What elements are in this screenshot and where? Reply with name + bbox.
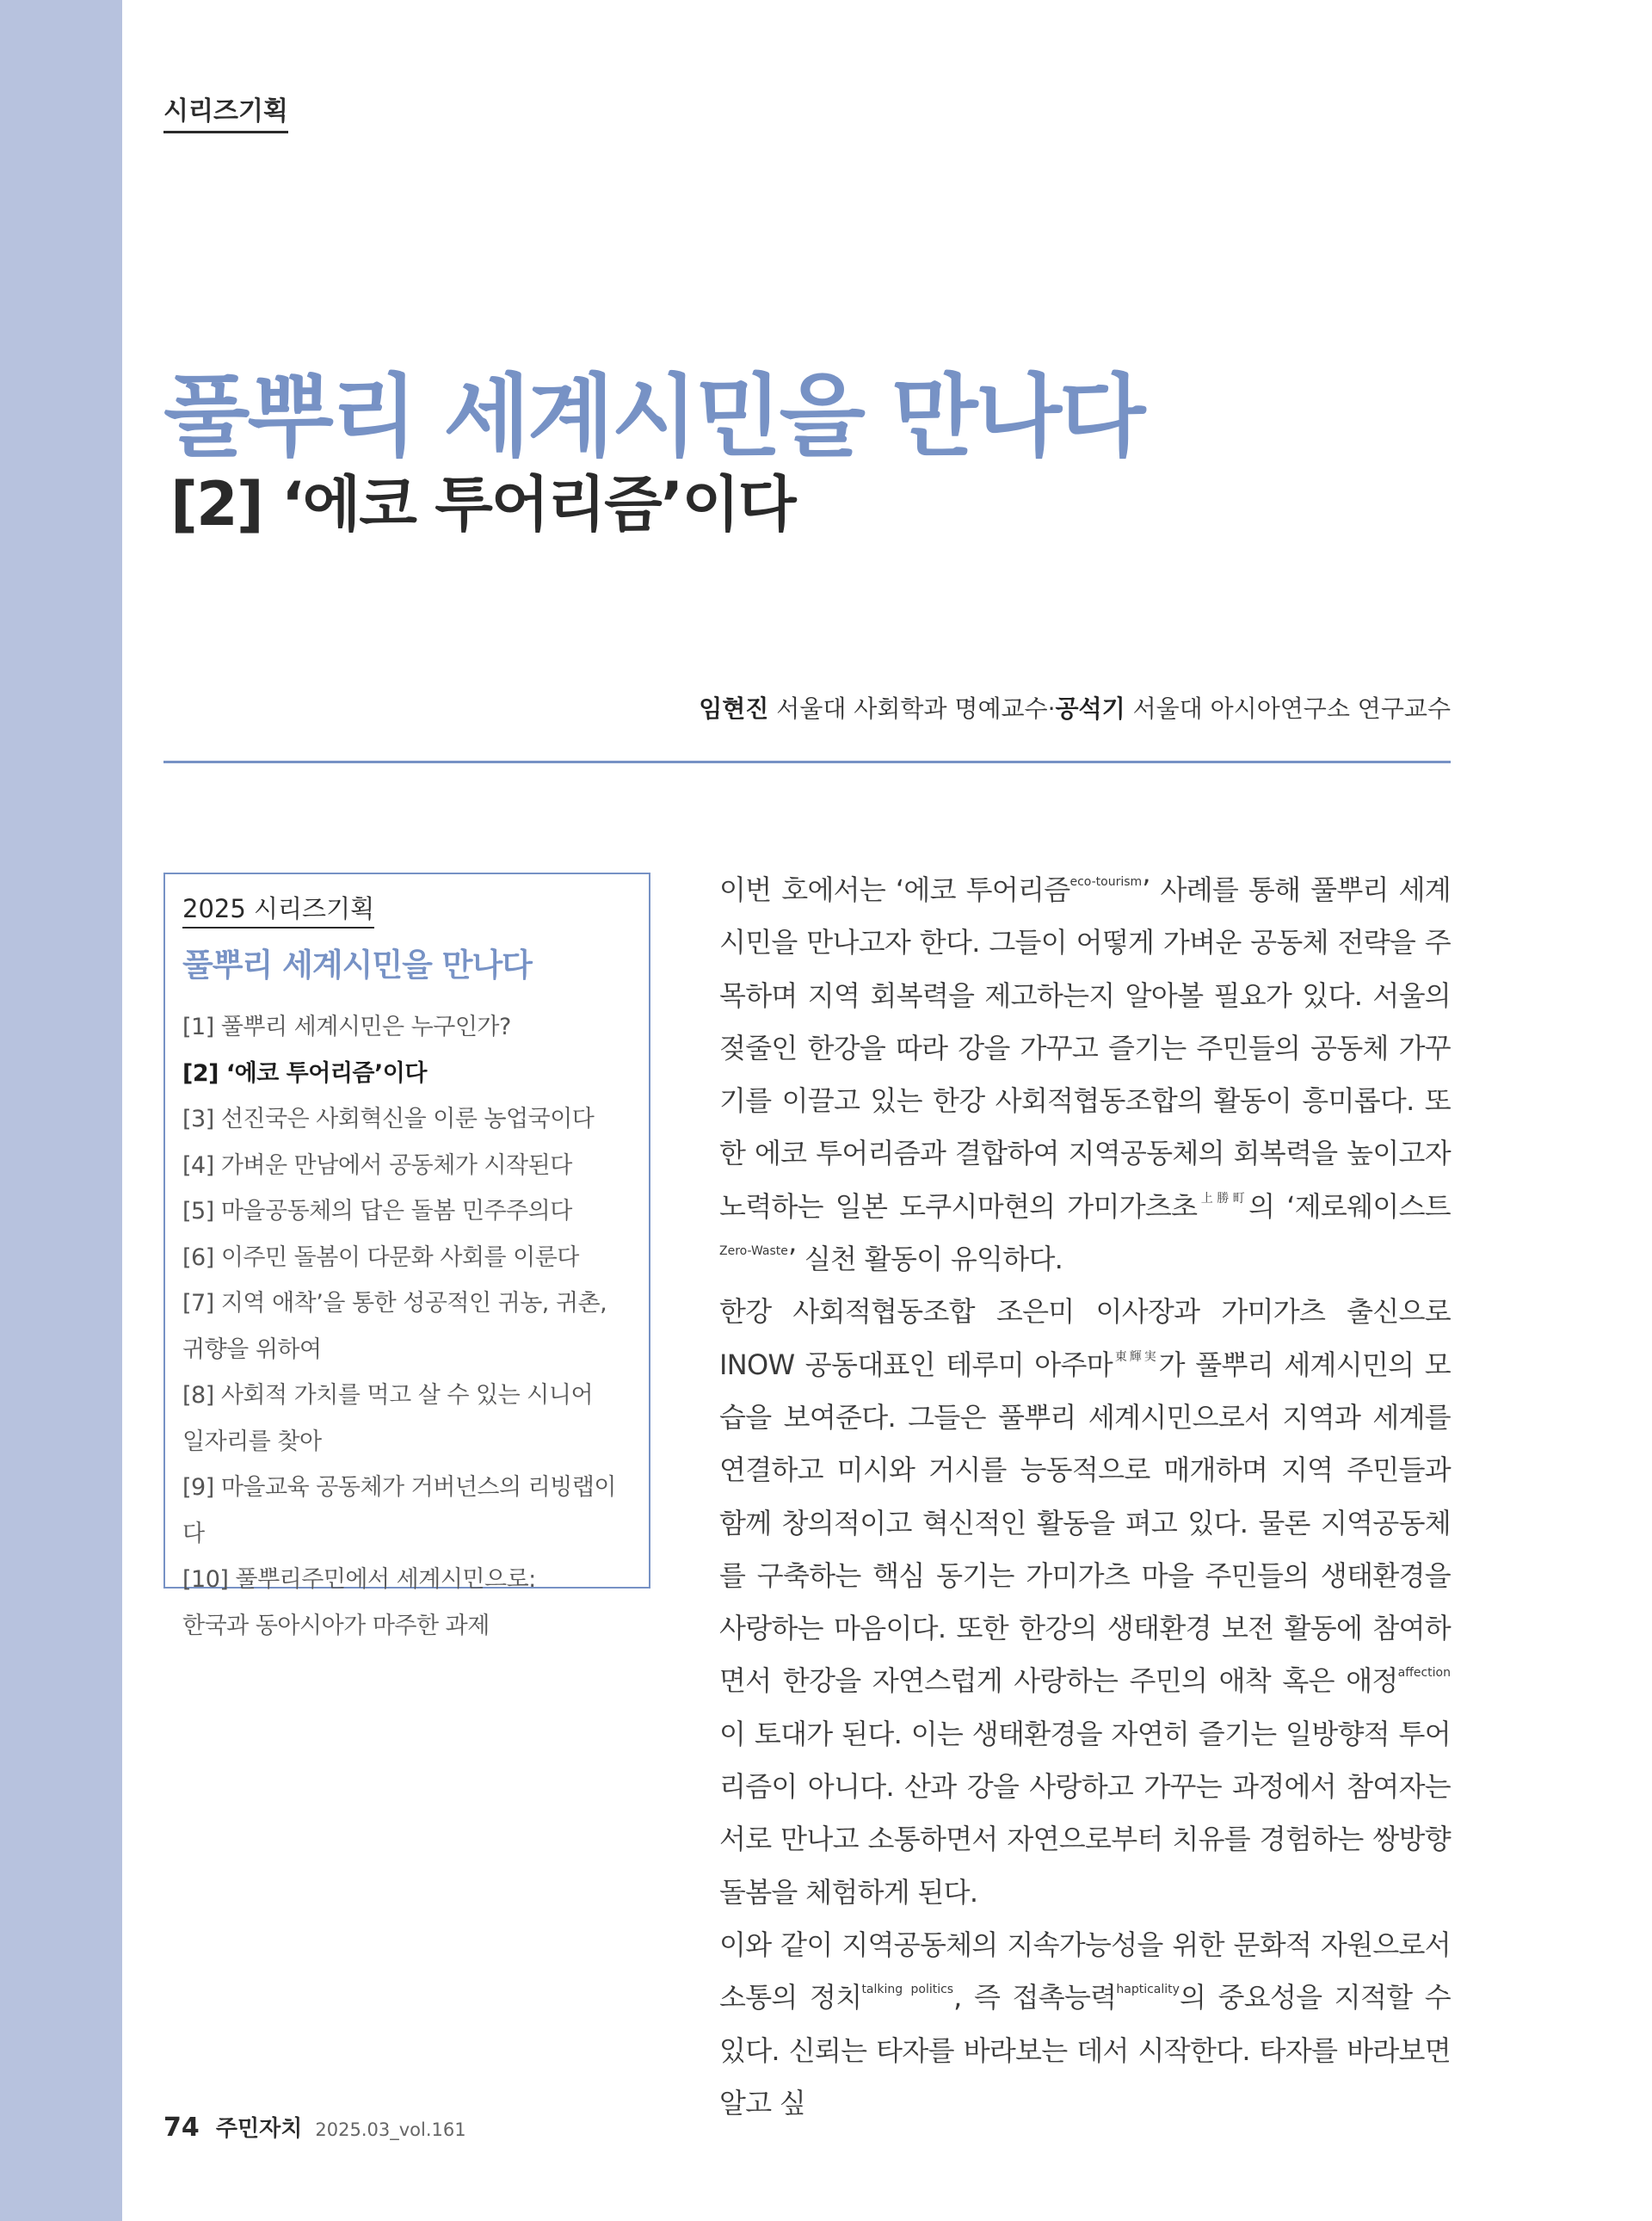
series-index-item: [8] 사회적 가치를 먹고 살 수 있는 시니어	[182, 1382, 594, 1409]
series-index-title: 풀뿌리 세계시민을 만나다	[182, 947, 532, 984]
magazine-name: 주민자치	[215, 2116, 303, 2142]
series-tag: 시리즈기획	[163, 89, 288, 133]
article-paragraph	[719, 1919, 1451, 2130]
author-affiliation: 서울대 사회학과 명예교수·	[776, 694, 1056, 723]
paragraph-text: 가 풀뿌리 세계시민의 모습을 보여준다. 그들은 풀뿌리 세계시민으로서 지역과 세계를 연결하고 미시와 거시를 능동적으로 매개하며 지역 주민들과 함께 창의적이고 혁신적인 활동을 펴고 있다. 물론 지역공동체를 구축하는 핵심 동기는 가미가츠 마을 주민들의 생태환경을 사랑하는 마음이다. 또한 한강의 생태환경 보전 활동에 참여하면서 한강을 자연스럽게 사랑하는 주민의 애착 혹은 애정	[719, 1348, 1451, 1698]
page-number: 74	[163, 2113, 200, 2143]
series-index-item: [6] 이주민 돌봄이 다문화 사회를 이룬다	[182, 1243, 579, 1271]
author-name: 임현진	[699, 694, 769, 723]
series-index-item: [3] 선진국은 사회혁신을 이룬 농업국이다	[182, 1106, 595, 1132]
byline	[699, 690, 1451, 725]
series-index-item: [5] 마을공동체의 답은 돌봄 민주주의다	[182, 1198, 572, 1225]
annotation-superscript: hapticality	[1116, 1983, 1180, 1997]
paragraph-text: 의 ‘제로웨이스트	[1248, 1189, 1451, 1223]
paragraph-text: ’ 실천 활동이 유익하다.	[787, 1243, 1063, 1276]
article-paragraph	[719, 864, 1451, 1286]
issue-info: 2025.03_vol.161	[315, 2119, 466, 2140]
annotation-superscript: eco-tourism	[1069, 875, 1143, 889]
paragraph-text: 이와 같이 지역공동체의 지속가능성을 위한 문화적 자원으로서 소통의 정치	[719, 1928, 1451, 2014]
page-footer	[163, 2111, 466, 2143]
series-index-item: 한국과 동아시아가 마주한 과제	[182, 1612, 490, 1639]
paragraph-text: 이번 호에서는 ‘에코 투어리즘	[719, 873, 1070, 906]
series-index-box	[163, 873, 650, 1639]
paragraph-text: , 즉 접촉능력	[953, 1981, 1117, 2014]
annotation-superscript: 東輝実	[1112, 1349, 1159, 1364]
series-index-item: 귀향을 위하여	[182, 1336, 322, 1363]
left-margin-band	[0, 0, 122, 2221]
page-title: 풀뿌리 세계시민을 만나다	[163, 364, 1143, 469]
title-divider	[163, 761, 1451, 763]
series-index-item: [1] 풀뿌리 세계시민은 누구인가?	[182, 1014, 511, 1040]
annotation-superscript: Zero-Waste	[719, 1244, 788, 1259]
paragraph-text: 이 토대가 된다. 이는 생태환경을 자연히 즐기는 일방향적 투어리즘이 아니다. 산과 강을 사랑하고 가꾸는 과정에서 참여자는 서로 만나고 소통하면서 자연으로부터 치유를 경험하는 쌍방향 돌봄을 체험하게 된다.	[719, 1717, 1451, 1909]
article-paragraph	[719, 1286, 1451, 1919]
series-index-list	[182, 1004, 632, 1649]
article-body	[719, 864, 1451, 2130]
paragraph-text: ’ 사례를 통해 풀뿌리 세계시민을 만나고자 한다. 그들이 어떻게 가벼운 공동체 전략을 주목하며 지역 회복력을 제고하는지 알아볼 필요가 있다. 서울의 젖줄인 한강을 따라 강을 가꾸고 즐기는 주민들의 공동체 가꾸기를 이끌고 있는 한강 사회적협동조합의 활동이 흥미롭다. 또한 에코 투어리즘과 결합하여 지역공동체의 회복력을 높이고자 노력하는 일본 도쿠시마현의 가미가츠초	[719, 873, 1451, 1223]
series-index-item: [7] 지역 애착’을 통한 성공적인 귀농, 귀촌,	[182, 1290, 607, 1317]
annotation-superscript: 上勝町	[1197, 1191, 1249, 1206]
author-affiliation: 서울대 아시아연구소 연구교수	[1132, 694, 1451, 723]
paragraph-text: 한강 사회적협동조합 조은미 이사장과 가미가츠 출신으로 INOW 공동대표인 테루미 아주마	[719, 1295, 1451, 1381]
paragraph-text: 의 중요성을 지적할 수 있다. 신뢰는 타자를 바라보는 데서 시작한다. 타자를 바라보면 알고 싶	[719, 1981, 1451, 2119]
series-index-item: 일자리를 찾아	[182, 1428, 322, 1455]
series-index-heading: 2025 시리즈기획	[182, 890, 374, 929]
author-name: 공석기	[1055, 694, 1125, 723]
series-index-item: [9] 마을교육 공동체가 거버넌스의 리빙랩이다	[182, 1474, 616, 1547]
series-index-item: [10] 풀뿌리주민에서 세계시민으로:	[182, 1566, 536, 1593]
page-subtitle: [2] ‘에코 투어리즘’이다	[170, 469, 795, 540]
annotation-superscript: talking politics	[861, 1983, 954, 1997]
series-index-item: [4] 가벼운 만남에서 공동체가 시작된다	[182, 1151, 572, 1179]
series-index-item-current: [2] ‘에코 투어리즘’이다	[182, 1059, 427, 1087]
annotation-superscript: affection	[1397, 1666, 1451, 1681]
